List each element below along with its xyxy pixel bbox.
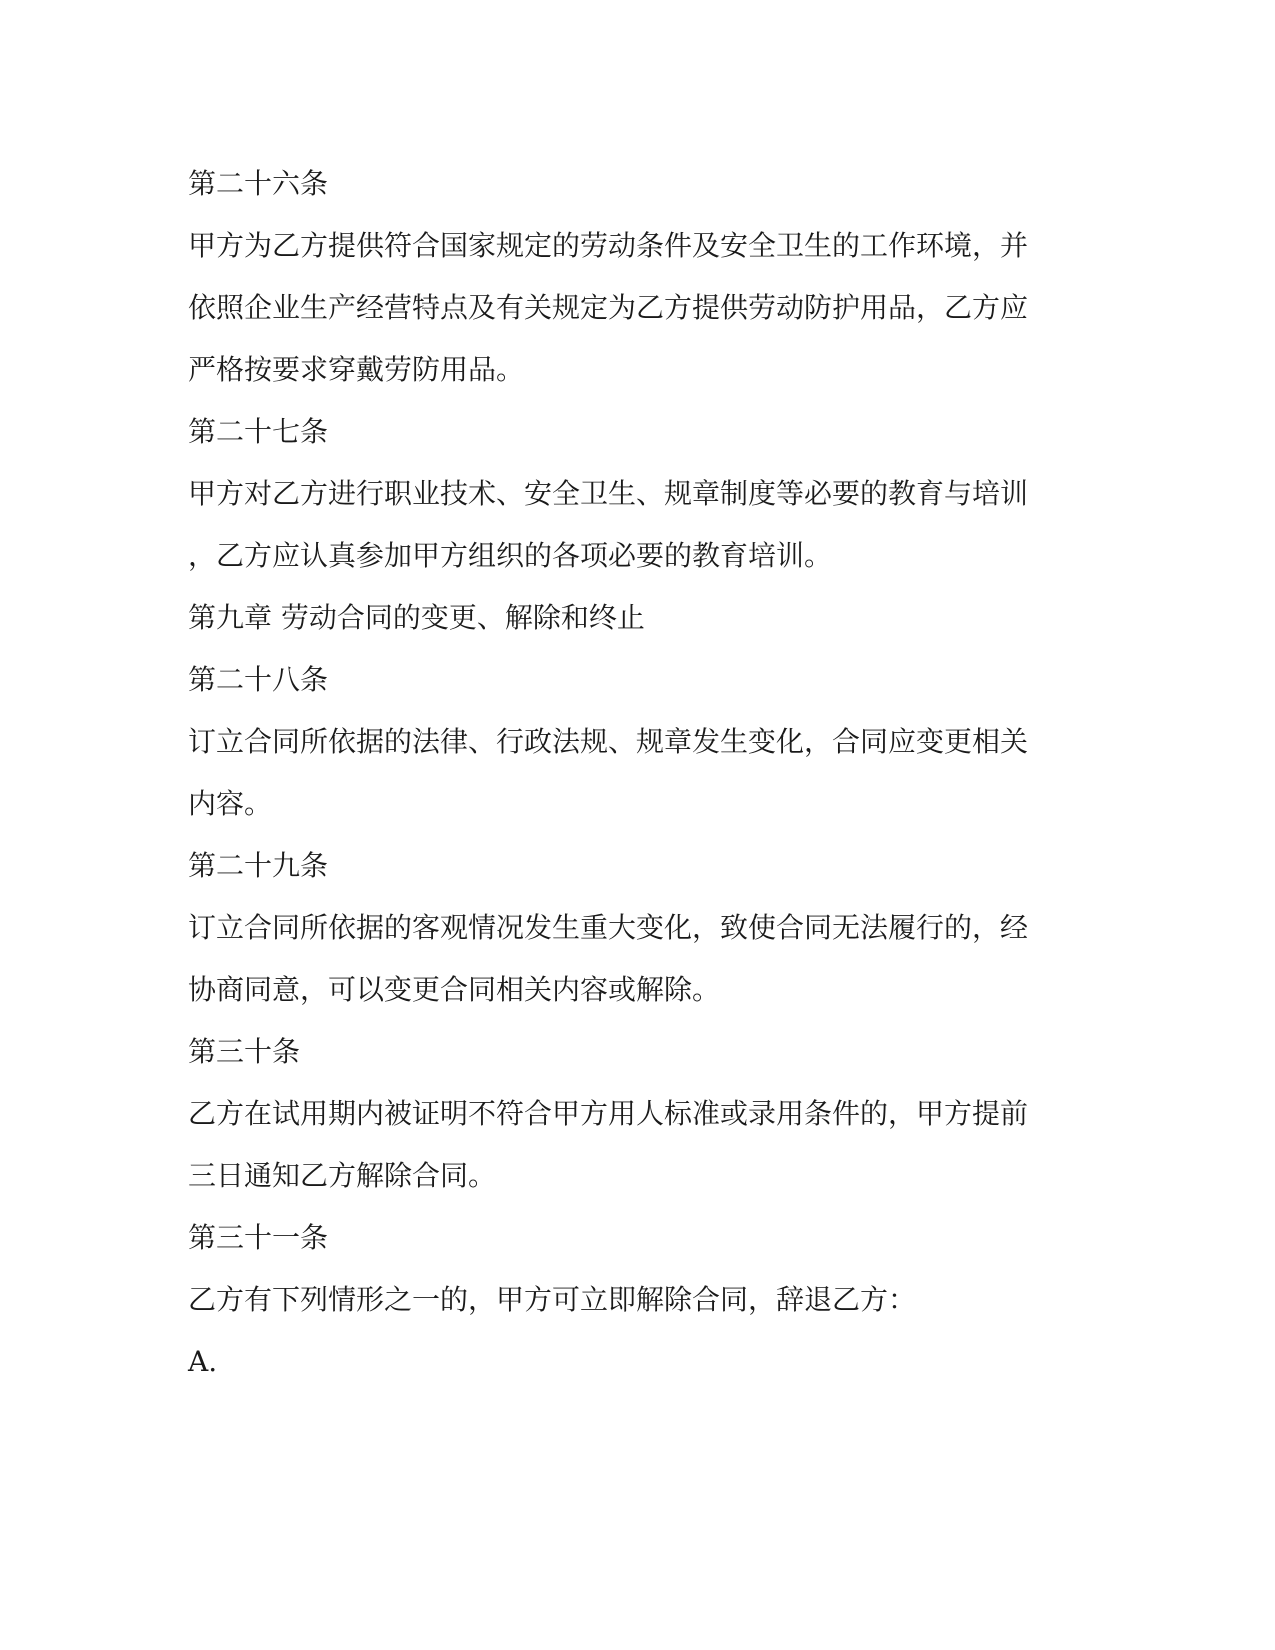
article-28-text-line-1: 订立合同所依据的法律、行政法规、规章发生变化，合同应变更相关	[188, 725, 1029, 758]
article-27-text-line-2: ，乙方应认真参加甲方组织的各项必要的教育培训。	[188, 539, 833, 572]
article-30-text-line-2: 三日通知乙方解除合同。	[188, 1159, 497, 1192]
article-26-text-line-3: 严格按要求穿戴劳防用品。	[188, 353, 525, 386]
article-26-heading: 第二十六条	[188, 167, 329, 200]
list-item-a: A.	[188, 1345, 218, 1378]
article-29-text-line-2: 协商同意，可以变更合同相关内容或解除。	[188, 973, 721, 1006]
article-28-text-line-2: 内容。	[188, 787, 273, 820]
article-29-heading: 第二十九条	[188, 849, 329, 882]
article-29-text-line-1: 订立合同所依据的客观情况发生重大变化，致使合同无法履行的，经	[188, 911, 1029, 944]
article-31-text-line-1: 乙方有下列情形之一的，甲方可立即解除合同，辞退乙方：	[188, 1283, 917, 1316]
article-26-text-line-2: 依照企业生产经营特点及有关规定为乙方提供劳动防护用品，乙方应	[188, 291, 1029, 324]
article-30-text-line-1: 乙方在试用期内被证明不符合甲方用人标准或录用条件的，甲方提前	[188, 1097, 1029, 1130]
chapter-9-heading: 第九章 劳动合同的变更、解除和终止	[188, 601, 645, 634]
article-26-text-line-1: 甲方为乙方提供符合国家规定的劳动条件及安全卫生的工作环境，并	[188, 229, 1029, 262]
article-27-text-line-1: 甲方对乙方进行职业技术、安全卫生、规章制度等必要的教育与培训	[188, 477, 1029, 510]
article-31-heading: 第三十一条	[188, 1221, 329, 1254]
article-28-heading: 第二十八条	[188, 663, 329, 696]
article-27-heading: 第二十七条	[188, 415, 329, 448]
article-30-heading: 第三十条	[188, 1035, 301, 1068]
